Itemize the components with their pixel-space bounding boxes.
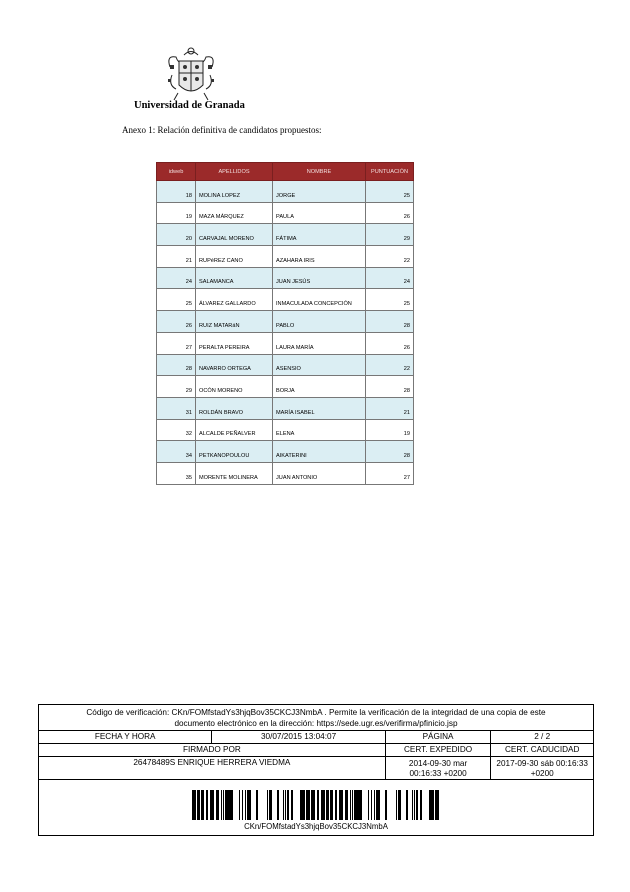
- table-row: [157, 419, 414, 441]
- cell-idweb: 31: [157, 397, 196, 419]
- cell-idweb: 19: [157, 202, 196, 224]
- cell-puntuacion: 21: [366, 397, 414, 419]
- table-row: [157, 246, 414, 268]
- barcode-area: [39, 780, 593, 835]
- cell-apellidos: MAZA MÁRQUEZ: [196, 202, 273, 224]
- cell-apellidos: CARVAJAL MORENO: [196, 224, 273, 246]
- cell-idweb: 18: [157, 181, 196, 203]
- cell-nombre: PAULA: [273, 202, 366, 224]
- barcode-icon: [192, 790, 442, 820]
- cell-apellidos: MORENTE MOLINERA: [196, 462, 273, 484]
- cell-apellidos: ROLDÁN BRAVO: [196, 397, 273, 419]
- table-row: [157, 397, 414, 419]
- cell-nombre: FÁTIMA: [273, 224, 366, 246]
- verification-code-text: Código de verificación: CKn/FOMfstadYs3hjqBov35CKCJ3NmbA . Permite la verificación de la integridad de una copia de este documento electrónico en la dirección: https://sede.ugr.es/verifirma/pfinicio.jsp: [39, 705, 593, 731]
- cell-apellidos: ALCALDE PEÑALVER: [196, 419, 273, 441]
- firmante-value: 26478489S ENRIQUE HERRERA VIEDMA: [39, 757, 386, 779]
- barcode-text: CKn/FOMfstadYs3hjqBov35CKCJ3NmbA: [244, 822, 388, 831]
- table-row: [157, 376, 414, 398]
- cell-idweb: 20: [157, 224, 196, 246]
- cell-nombre: ELENA: [273, 419, 366, 441]
- cell-puntuacion: 22: [366, 246, 414, 268]
- fecha-label: FECHA Y HORA: [39, 731, 212, 743]
- cell-nombre: JUAN ANTONIO: [273, 462, 366, 484]
- cell-idweb: 28: [157, 354, 196, 376]
- column-header-apellidos: APELLIDOS: [196, 163, 273, 181]
- column-header-nombre: NOMBRE: [273, 163, 366, 181]
- table-row: [157, 202, 414, 224]
- cell-apellidos: OCÓN MORENO: [196, 376, 273, 398]
- caducidad-value: 2017-09-30 sáb 00:16:33 +0200: [496, 758, 588, 778]
- cell-puntuacion: 25: [366, 181, 414, 203]
- verification-labels-row: [39, 744, 593, 757]
- cell-apellidos: PETKANOPOULOU: [196, 441, 273, 463]
- table-row: [157, 354, 414, 376]
- cell-puntuacion: 26: [366, 202, 414, 224]
- cell-nombre: MARÍA ISABEL: [273, 397, 366, 419]
- cell-puntuacion: 27: [366, 462, 414, 484]
- table-row: [157, 441, 414, 463]
- column-header-idweb: idweb: [157, 163, 196, 181]
- pagina-label: PÁGINA: [386, 731, 492, 743]
- caducidad-label: CERT. CADUCIDAD: [504, 745, 580, 754]
- cell-apellidos: RUPéREZ CANO: [196, 246, 273, 268]
- cell-idweb: 35: [157, 462, 196, 484]
- cell-puntuacion: 28: [366, 376, 414, 398]
- firmado-label: FIRMADO POR: [39, 744, 386, 756]
- cell-nombre: ASENSIO: [273, 354, 366, 376]
- university-name: Universidad de Granada: [134, 100, 245, 111]
- cell-puntuacion: 26: [366, 332, 414, 354]
- verification-values-row: [39, 757, 593, 780]
- cell-nombre: AIKATERINI: [273, 441, 366, 463]
- cell-nombre: INMACULADA CONCEPCIÓN: [273, 289, 366, 311]
- cell-nombre: LAURA MARÍA: [273, 332, 366, 354]
- university-crest-icon: [164, 45, 218, 103]
- cell-puntuacion: 29: [366, 224, 414, 246]
- cell-idweb: 25: [157, 289, 196, 311]
- cell-nombre: AZAHARA IRIS: [273, 246, 366, 268]
- table-row: [157, 224, 414, 246]
- cell-idweb: 27: [157, 332, 196, 354]
- verification-box: [38, 704, 594, 836]
- cell-apellidos: MOLINA LOPEZ: [196, 181, 273, 203]
- cell-apellidos: RUIZ MATARáN: [196, 311, 273, 333]
- table-row: [157, 267, 414, 289]
- table-row: [157, 332, 414, 354]
- table-row: [157, 311, 414, 333]
- table-row: [157, 289, 414, 311]
- cell-apellidos: NAVARRO ORTEGA: [196, 354, 273, 376]
- cell-puntuacion: 28: [366, 311, 414, 333]
- cell-nombre: JUAN JESÚS: [273, 267, 366, 289]
- cell-idweb: 34: [157, 441, 196, 463]
- fecha-value: 30/07/2015 13:04:07: [212, 731, 385, 743]
- cell-nombre: BORJA: [273, 376, 366, 398]
- table-header-row: [157, 163, 414, 181]
- cell-idweb: 29: [157, 376, 196, 398]
- expedido-value: 2014-09-30 mar 00:16:33 +0200: [386, 757, 492, 779]
- cell-apellidos: PERALTA PEREIRA: [196, 332, 273, 354]
- expedido-label: CERT. EXPEDIDO: [386, 744, 492, 756]
- table-row: [157, 462, 414, 484]
- cell-idweb: 24: [157, 267, 196, 289]
- cell-apellidos: ÁLVAREZ GALLARDO: [196, 289, 273, 311]
- cell-idweb: 21: [157, 246, 196, 268]
- cell-idweb: 32: [157, 419, 196, 441]
- cell-puntuacion: 24: [366, 267, 414, 289]
- cell-apellidos: SALAMANCA: [196, 267, 273, 289]
- cell-idweb: 26: [157, 311, 196, 333]
- cell-nombre: PABLO: [273, 311, 366, 333]
- cell-puntuacion: 28: [366, 441, 414, 463]
- cell-puntuacion: 22: [366, 354, 414, 376]
- cell-nombre: JORGE: [273, 181, 366, 203]
- table-row: [157, 181, 414, 203]
- cell-puntuacion: 25: [366, 289, 414, 311]
- column-header-puntuacion: PUNTUACIÓN: [366, 163, 414, 181]
- cell-puntuacion: 19: [366, 419, 414, 441]
- annex-title: Anexo 1: Relación definitiva de candidatos propuestos:: [122, 125, 322, 135]
- verification-date-row: [39, 731, 593, 744]
- candidates-table: [156, 162, 414, 485]
- pagina-value: 2 / 2: [534, 732, 551, 741]
